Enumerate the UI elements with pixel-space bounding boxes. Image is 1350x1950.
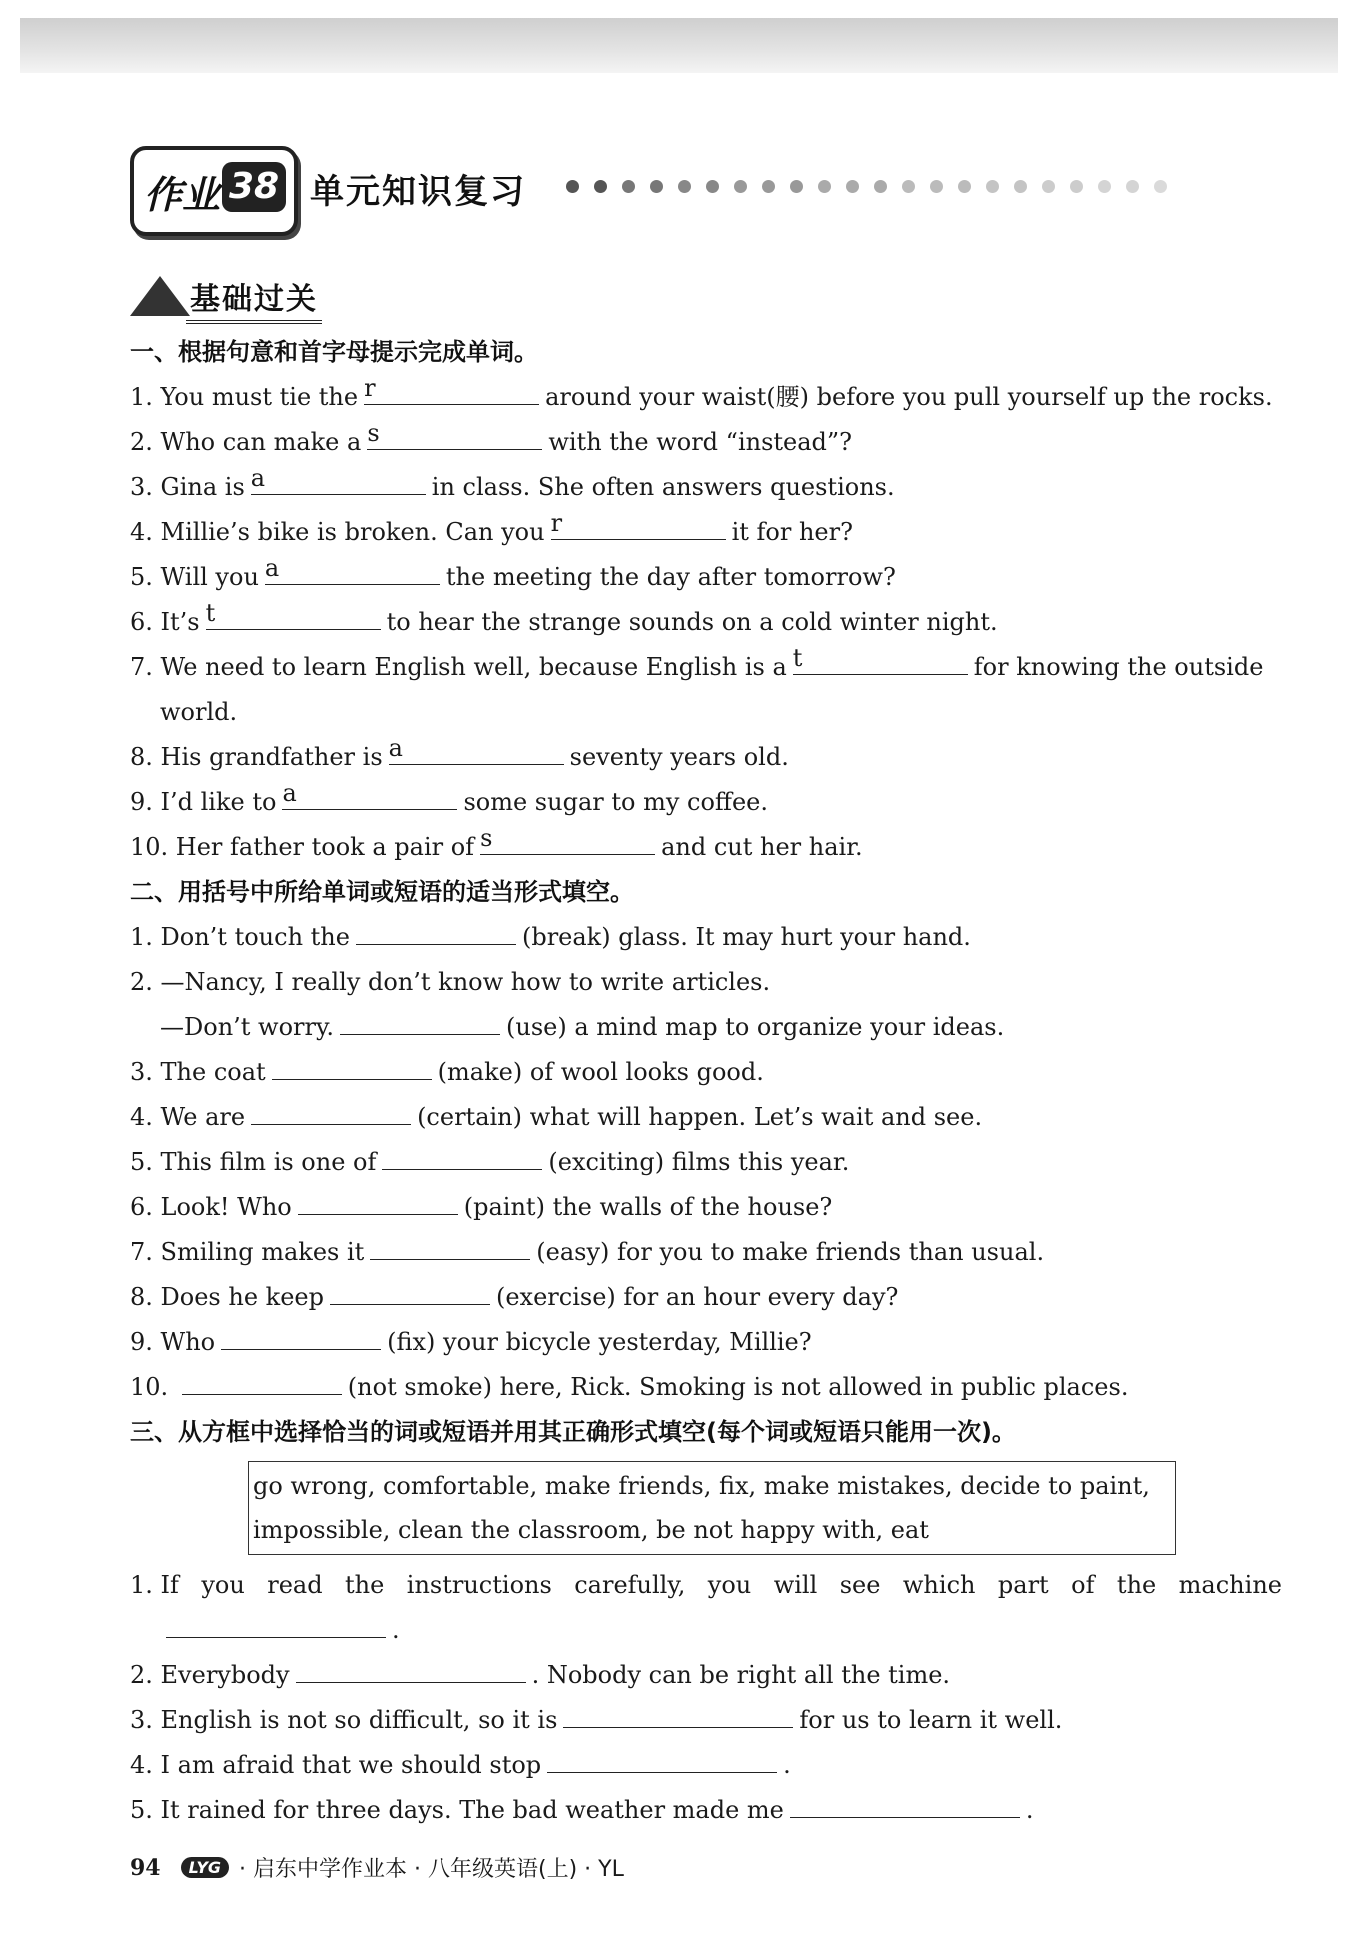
question-number: 3.: [130, 1058, 161, 1086]
initial-letter-hint: s: [367, 419, 380, 447]
question-text: (make) of wool looks good.: [437, 1058, 764, 1086]
question-number: 6.: [130, 1193, 161, 1221]
question-item: [130, 1788, 1290, 1833]
question-word: carefully,: [574, 1571, 686, 1599]
question-item: [130, 1653, 1290, 1698]
question-item: [130, 1743, 1290, 1788]
answer-blank[interactable]: [221, 1321, 381, 1350]
answer-blank[interactable]: [793, 646, 968, 675]
question-text: Gina is: [160, 473, 245, 501]
lesson-header: [130, 146, 1340, 236]
question-text: The coat: [160, 1058, 266, 1086]
word-box-line: go wrong, comfortable, make friends, fix, make mistakes, decide to paint,: [253, 1472, 1150, 1500]
question-text: (paint) the walls of the house?: [463, 1193, 833, 1221]
question-number: 4.: [130, 1751, 161, 1779]
part1-list: [130, 375, 1290, 870]
word-box-line: impossible, clean the classroom, be not happy with, eat: [253, 1516, 929, 1544]
question-text: .: [1025, 1796, 1034, 1824]
question-number: 3.: [130, 1706, 161, 1734]
answer-blank[interactable]: [265, 556, 440, 585]
unit-title: 单元知识复习: [310, 172, 526, 212]
question-text: in class. She often answers questions.: [431, 473, 895, 501]
initial-letter-hint: s: [480, 824, 493, 852]
part3-heading: 三、从方框中选择恰当的词或短语并用其正确形式填空(每个词或短语只能用一次)。: [130, 1418, 1016, 1446]
question-text: (break) glass. It may hurt your hand.: [521, 923, 971, 951]
question-number: 5.: [130, 1796, 161, 1824]
question-item: [130, 780, 1290, 825]
question-item: [130, 465, 1290, 510]
question-item: [130, 1365, 1290, 1410]
answer-blank[interactable]: [370, 1231, 530, 1260]
question-text: His grandfather is: [160, 743, 383, 771]
answer-blank[interactable]: [282, 781, 457, 810]
question-number: 7.: [130, 1238, 161, 1266]
question-text: It’s: [160, 608, 200, 636]
part2-heading: 二、用括号中所给单词或短语的适当形式填空。: [130, 878, 634, 906]
question-text: Smiling makes it: [160, 1238, 365, 1266]
question-number: 4.: [130, 518, 161, 546]
question-number: 6.: [130, 608, 161, 636]
answer-blank[interactable]: [367, 421, 542, 450]
question-number: 1.: [130, 923, 161, 951]
question-item: [130, 960, 1290, 1005]
question-word: part: [997, 1571, 1049, 1599]
question-word: the: [345, 1571, 385, 1599]
question-text: (fix) your bicycle yesterday, Millie?: [387, 1328, 812, 1356]
question-word: instructions: [406, 1571, 552, 1599]
question-item: [130, 1275, 1290, 1320]
question-text: Does he keep: [160, 1283, 324, 1311]
homework-badge: [130, 146, 298, 236]
question-continuation: world.: [160, 698, 238, 726]
question-number: 2.: [130, 1661, 161, 1689]
page-footer: [130, 1852, 624, 1883]
question-text: some sugar to my coffee.: [463, 788, 768, 816]
question-text: Will you: [160, 563, 259, 591]
answer-blank[interactable]: [206, 601, 381, 630]
question-text: This film is one of: [160, 1148, 377, 1176]
question-number: 1.: [130, 383, 161, 411]
answer-blank[interactable]: [166, 1609, 386, 1638]
question-text: Who: [160, 1328, 216, 1356]
initial-letter-hint: a: [250, 464, 266, 492]
question-text: . Nobody can be right all the time.: [531, 1661, 951, 1689]
part1-heading: 一、根据句意和首字母提示完成单词。: [130, 338, 538, 366]
question-text: —Nancy, I really don’t know how to write articles.: [160, 968, 771, 996]
answer-blank[interactable]: [382, 1141, 542, 1170]
question-text: with the word “instead”?: [548, 428, 853, 456]
question-number: 2.: [130, 968, 161, 996]
question-text: the meeting the day after tomorrow?: [445, 563, 896, 591]
mountain-icon: [130, 276, 190, 316]
initial-letter-hint: r: [364, 374, 376, 402]
question-number: 2.: [130, 428, 161, 456]
initial-letter-hint: t: [205, 599, 216, 627]
footer-text: · 启东中学作业本 · 八年级英语(上) · YL: [239, 1857, 624, 1882]
question-item: [130, 645, 1290, 690]
question-item: [130, 1185, 1290, 1230]
initial-letter-hint: a: [388, 734, 403, 762]
answer-blank[interactable]: [251, 466, 426, 495]
question-number: 7.: [130, 653, 161, 681]
answer-blank[interactable]: [296, 1654, 526, 1683]
answer-blank[interactable]: [298, 1186, 458, 1215]
top-scan-band: [20, 18, 1338, 73]
question-text: Don’t touch the: [160, 923, 350, 951]
question-word: will: [773, 1571, 818, 1599]
question-text: Everybody: [160, 1661, 290, 1689]
question-item: [130, 1698, 1290, 1743]
question-text: for us to learn it well.: [799, 1706, 1063, 1734]
part2-list: [130, 915, 1290, 1410]
question-word: you: [707, 1571, 752, 1599]
initial-letter-hint: a: [282, 779, 297, 807]
word-box: [248, 1461, 1176, 1555]
question-word: 1. If: [130, 1571, 179, 1599]
question-item: [130, 1140, 1290, 1185]
question-item: [130, 510, 1290, 555]
answer-blank[interactable]: [547, 1744, 777, 1773]
exercise-content: [130, 330, 1290, 1833]
question-item: [130, 420, 1290, 465]
question-word: the: [1116, 1571, 1157, 1599]
question-text: Her father took a pair of: [175, 833, 475, 861]
question-text: Millie’s bike is broken. Can you: [160, 518, 545, 546]
initial-letter-hint: r: [550, 509, 563, 537]
homework-number: 38: [222, 162, 286, 212]
publisher-logo: LYG: [181, 1857, 229, 1878]
question-text: around your waist(腰) before you pull yourself up the rocks.: [545, 383, 1273, 411]
answer-blank[interactable]: [356, 916, 516, 945]
homework-label: 作业: [144, 173, 221, 217]
section-tag-label: 基础过关: [186, 274, 322, 324]
answer-blank[interactable]: [389, 736, 564, 765]
part3-list: [130, 1653, 1290, 1833]
question-text: (exciting) films this year.: [548, 1148, 850, 1176]
question-word: see: [839, 1571, 881, 1599]
question-text: .: [783, 1751, 791, 1779]
question-text: (exercise) for an hour every day?: [495, 1283, 899, 1311]
question-text: You must tie the: [160, 383, 359, 411]
answer-blank[interactable]: [790, 1789, 1020, 1818]
question-item: [130, 1230, 1290, 1275]
question-text: (use) a mind map to organize your ideas.: [506, 1013, 1005, 1041]
question-text: it for her?: [731, 518, 853, 546]
answer-blank[interactable]: [340, 1006, 500, 1035]
question-text: seventy years old.: [569, 743, 789, 771]
answer-blank[interactable]: [364, 376, 539, 405]
answer-blank[interactable]: [563, 1699, 793, 1728]
question-number: 10.: [130, 1373, 176, 1401]
initial-letter-hint: a: [264, 554, 280, 582]
question-text: I’d like to: [160, 788, 277, 816]
question-text: to hear the strange sounds on a cold winter night.: [386, 608, 998, 636]
answer-blank[interactable]: [251, 1096, 411, 1125]
question-item: [130, 1050, 1290, 1095]
question-item: [130, 555, 1290, 600]
question-number: 5.: [130, 1148, 161, 1176]
question-text: and cut her hair.: [661, 833, 863, 861]
question-item: [130, 1095, 1290, 1140]
page-number: 94: [130, 1854, 161, 1881]
question-item: [130, 1005, 1290, 1050]
question-word: machine: [1178, 1571, 1282, 1599]
question-text: —Don’t worry.: [160, 1013, 334, 1041]
question-text: for knowing the outside: [973, 653, 1264, 681]
question-item: [130, 600, 1290, 645]
part3-item-1: [130, 1563, 1282, 1608]
answer-blank[interactable]: [551, 511, 726, 540]
answer-blank[interactable]: [272, 1051, 432, 1080]
question-item: [130, 915, 1290, 960]
part3-item-1-answer: .: [130, 1608, 1290, 1653]
question-word: of: [1071, 1571, 1095, 1599]
question-text: Look! Who: [160, 1193, 292, 1221]
question-number: 8.: [130, 1283, 161, 1311]
answer-blank[interactable]: [480, 826, 655, 855]
answer-blank[interactable]: [182, 1366, 342, 1395]
question-word: you: [201, 1571, 245, 1599]
question-text: English is not so difficult, so it is: [160, 1706, 558, 1734]
question-item: [130, 375, 1290, 420]
question-number: 10.: [130, 833, 176, 861]
question-word: which: [902, 1571, 976, 1599]
question-text: Who can make a: [160, 428, 362, 456]
question-word: read: [267, 1571, 323, 1599]
question-number: 9.: [130, 788, 161, 816]
question-number: 8.: [130, 743, 161, 771]
initial-letter-hint: t: [792, 644, 803, 672]
decorative-dots: [566, 180, 1167, 193]
question-number: 4.: [130, 1103, 161, 1131]
question-item: [130, 1320, 1290, 1365]
question-text: (not smoke) here, Rick. Smoking is not allowed in public places.: [347, 1373, 1129, 1401]
question-text: We need to learn English well, because English is a: [160, 653, 787, 681]
question-number: 3.: [130, 473, 161, 501]
section-tag: [130, 272, 340, 318]
question-item: [130, 825, 1290, 870]
question-text: It rained for three days. The bad weather made me: [160, 1796, 784, 1824]
question-text: (certain) what will happen. Let’s wait and see.: [417, 1103, 983, 1131]
question-text: We are: [160, 1103, 246, 1131]
question-text: (easy) for you to make friends than usual.: [536, 1238, 1045, 1266]
question-number: 9.: [130, 1328, 161, 1356]
answer-blank[interactable]: [330, 1276, 490, 1305]
question-number: 5.: [130, 563, 161, 591]
question-item: [130, 735, 1290, 780]
question-text: I am afraid that we should stop: [160, 1751, 542, 1779]
